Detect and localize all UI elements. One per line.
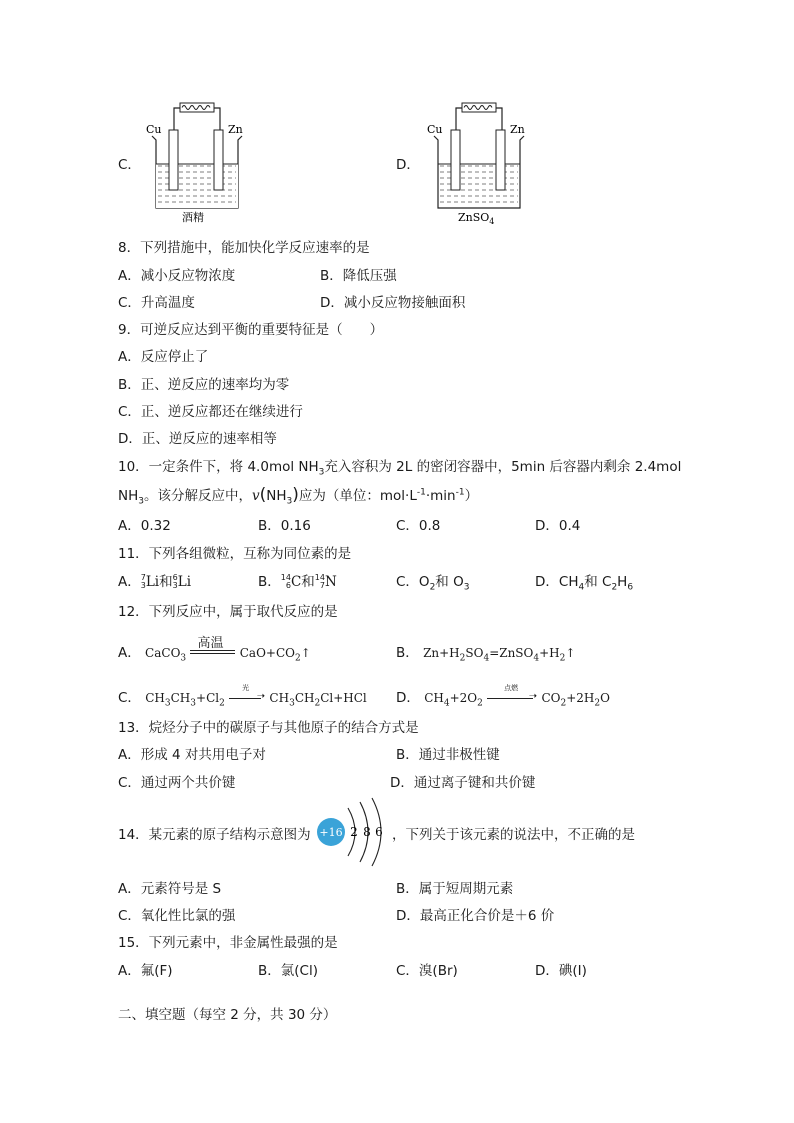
electrode-zn-label: Zn xyxy=(510,123,525,136)
q10-option-d: D．0.4 xyxy=(535,518,581,534)
q9-option-a: A．反应停止了 xyxy=(118,349,209,365)
galvanic-cell-figure-c xyxy=(142,100,252,225)
q12-option-b: B． $Zn+H_2SO_4=ZnSO_4+H_2↑$ xyxy=(396,645,576,664)
q9-option-b: B．正、逆反应的速率均为零 xyxy=(118,377,290,393)
q14-stem-part1: 14．某元素的原子结构示意图为 xyxy=(118,827,311,843)
q13-stem: 13．烷烃分子中的碳原子与其他原子的结合方式是 xyxy=(118,720,419,736)
shell-2-electrons: 8 xyxy=(363,825,371,839)
q8-option-b: B．降低压强 xyxy=(320,268,397,284)
q15-option-d: D．碘(I) xyxy=(535,963,587,979)
q8-stem: 8．下列措施中，能加快化学反应速率的是 xyxy=(118,240,370,256)
solution-label: ZnSO$_4$ xyxy=(458,211,495,226)
q8-option-a: A．减小反应物浓度 xyxy=(118,268,236,284)
q10-option-a: A．0.32 xyxy=(118,518,171,534)
q10-option-b: B．0.16 xyxy=(258,518,311,534)
q7-option-d-letter: D． xyxy=(396,157,420,173)
q11-option-a: A．7 3Li和6 3Li xyxy=(118,573,192,590)
electrode-zn-label: Zn xyxy=(228,123,243,136)
q14-option-c: C．氧化性比氯的强 xyxy=(118,908,236,924)
q15-option-c: C．溴(Br) xyxy=(396,963,458,979)
q15-option-b: B．氯(Cl) xyxy=(258,963,318,979)
q9-option-d: D．正、逆反应的速率相等 xyxy=(118,431,277,447)
q12-option-c: C． $CH_3CH_3+Cl_2$ 光 ➝ $CH_3CH_2Cl+HCl$ xyxy=(118,684,367,709)
q14-stem-part2: ，下列关于该元素的说法中，不正确的是 xyxy=(392,827,635,843)
reaction-arrow-ignite: 点燃 ➝ xyxy=(487,692,537,704)
q8-option-d: D．减小反应物接触面积 xyxy=(320,295,466,311)
q14-option-a: A．元素符号是 S xyxy=(118,881,222,897)
q13-option-b: B．通过非极性键 xyxy=(396,747,500,763)
shell-3-electrons: 6 xyxy=(375,825,383,839)
q9-option-c: C．正、逆反应都还在继续进行 xyxy=(118,404,303,420)
galvanic-cell-figure-d xyxy=(424,100,539,228)
q10-stem-line1: 10．一定条件下，将 4.0mol $NH_3$充入容积为 2L 的密闭容器中，5min 后容器内剩余 2.4mol xyxy=(118,459,682,478)
q13-option-a: A．形成 4 对共用电子对 xyxy=(118,747,266,763)
q13-option-c: C．通过两个共价键 xyxy=(118,775,236,791)
electrode-cu-label: Cu xyxy=(427,123,443,136)
atomic-structure-diagram xyxy=(314,796,398,868)
reaction-arrow-light: 光 ➝ xyxy=(229,692,265,704)
section-2-title: 二、填空题（每空 2 分，共 30 分） xyxy=(118,1007,337,1023)
q13-option-d: D．通过离子键和共价键 xyxy=(390,775,536,791)
shell-1-electrons: 2 xyxy=(350,825,358,839)
q12-option-a: A． CaCO$_3$ 高温 $CaO+CO_2↑$ xyxy=(118,636,311,664)
q11-option-b: B．14 6C和14 7N xyxy=(258,573,337,590)
electrode-cu-label: Cu xyxy=(146,123,162,136)
q11-stem: 11．下列各组微粒，互称为同位素的是 xyxy=(118,546,352,562)
q9-stem: 9．可逆反应达到平衡的重要特征是（ ） xyxy=(118,322,384,338)
q8-option-c: C．升高温度 xyxy=(118,295,195,311)
q11-option-c: C．$O_2$和 $O_3$ xyxy=(396,574,470,593)
q14-option-b: B．属于短周期元素 xyxy=(396,881,514,897)
nucleus-charge: +16 xyxy=(319,826,343,839)
q10-stem-line2: $NH_3$。该分解反应中，$v(NH_3)$应为（单位：$mol\cdot L^{-1}\cdot\min^{-1}$） xyxy=(118,485,479,507)
reaction-arrow-high-temp: 高温 xyxy=(190,646,235,660)
q15-option-a: A．氟(F) xyxy=(118,963,173,979)
q7-option-c-letter: C． xyxy=(118,157,141,173)
solution-label: 酒精 xyxy=(182,211,204,224)
q12-option-d: D． $CH_4+2O_2$ 点燃 ➝ $CO_2+2H_2O$ xyxy=(396,684,610,709)
q11-option-d: D．$CH_4$和 $C_2H_6$ xyxy=(535,574,634,593)
q15-stem: 15．下列元素中，非金属性最强的是 xyxy=(118,935,338,951)
q10-option-c: C．0.8 xyxy=(396,518,441,534)
q14-option-d: D．最高正化合价是＋6 价 xyxy=(396,908,555,924)
q12-stem: 12．下列反应中，属于取代反应的是 xyxy=(118,604,338,620)
